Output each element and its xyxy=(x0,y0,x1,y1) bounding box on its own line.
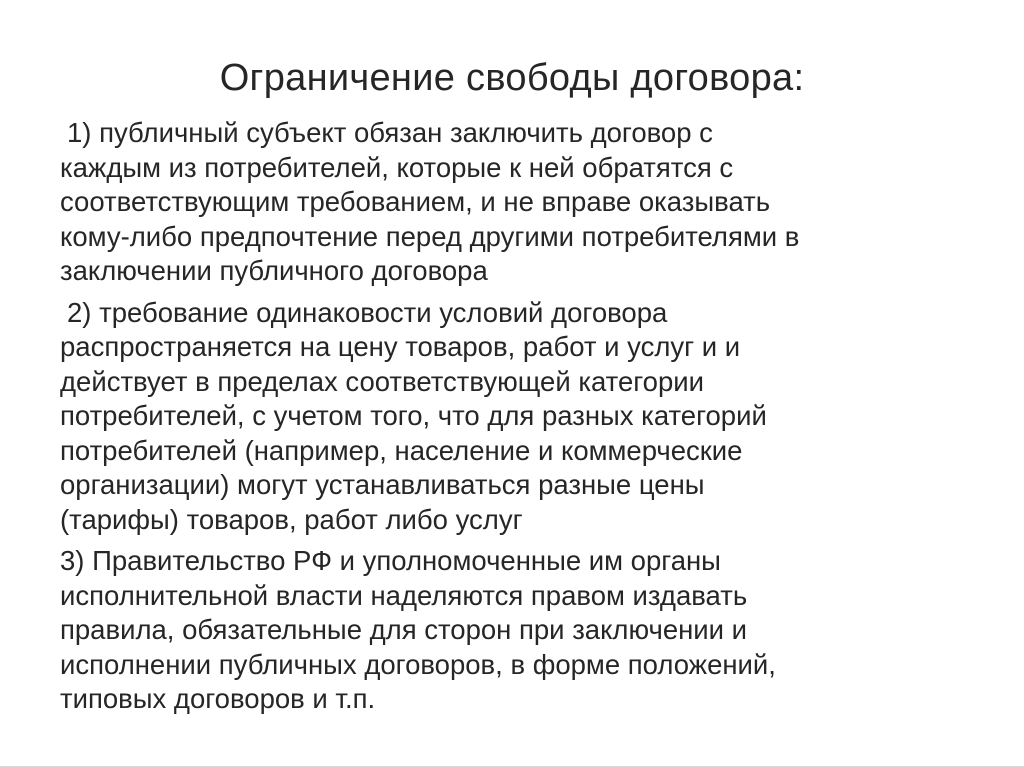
paragraph-line: потребителей (например, население и коммерческие xyxy=(60,434,743,466)
paragraph-line: действует в пределах соответствующей категории xyxy=(60,365,704,397)
paragraph-line: заключении публичного договора xyxy=(60,255,488,286)
paragraph-line: потребителей, с учетом того, что для разных категорий xyxy=(60,400,767,431)
paragraph-line: 2) требование одинаковости условий договора xyxy=(67,296,668,328)
paragraph-line: исполнении публичных договоров, в форме положений, xyxy=(60,648,776,680)
paragraph-line: типовых договоров и т.п. xyxy=(60,683,376,714)
slide-title: Ограничение свободы договора: xyxy=(219,57,805,99)
paragraph-line: 3) Правительство РФ и уполномоченные им органы xyxy=(60,545,721,576)
paragraph-line: правила, обязательные для сторон при заключении и xyxy=(60,614,748,645)
paragraph-1 xyxy=(60,116,965,289)
paragraph-line: соответствующим требованием, и не вправе оказывать xyxy=(60,186,771,217)
paragraph-line: организации) могут устанавливаться разные цены xyxy=(60,469,705,500)
paragraph-line: исполнительной власти наделяются правом издавать xyxy=(60,579,748,611)
paragraph-2 xyxy=(60,296,965,538)
slide-body xyxy=(60,116,965,724)
paragraph-line: каждым из потребителей, которые к ней обратятся с xyxy=(60,151,734,183)
paragraph-line: распространяется на цену товаров, работ и услуг и и xyxy=(60,331,741,362)
paragraph-line: (тарифы) товаров, работ либо услуг xyxy=(60,503,523,535)
paragraph-3 xyxy=(60,544,965,717)
paragraph-line: кому-либо предпочтение перед другими потребителями в xyxy=(60,220,800,252)
paragraph-line: 1) публичный субъект обязан заключить договор с xyxy=(67,117,713,148)
